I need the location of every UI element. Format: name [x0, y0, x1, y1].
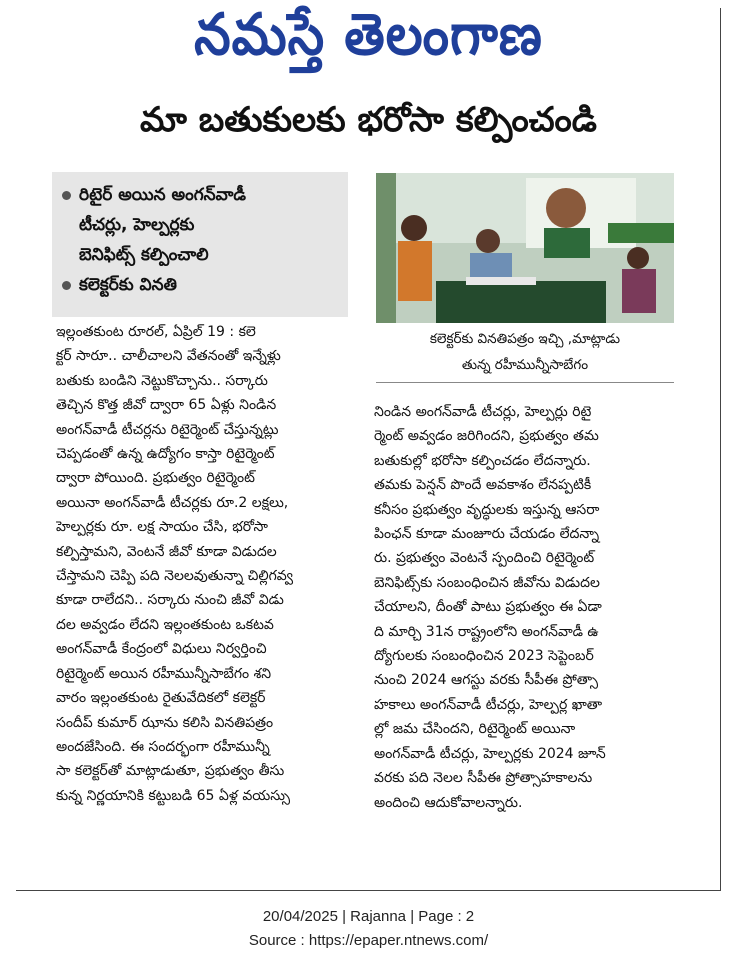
- highlight-line: కలెక్టర్‌కు వినతి: [79, 275, 177, 295]
- text-line: ద్వారా పోయింది. ప్రభుత్వం రిటైర్మెంట్: [56, 470, 255, 487]
- masthead: [0, 0, 737, 84]
- text-line: ఇల్లంతకుంట రూరల్, ఏప్రిల్ 19 : కలె: [56, 324, 256, 340]
- text-line: బెనిఫిట్స్‌కు సంబంధించిన జీవోను విడుదల: [374, 574, 600, 591]
- text-line: తమకు పెన్షన్ పొందే అవకాశం లేనప్పటికీ: [374, 477, 592, 494]
- text-line: చెప్పడంతో ఉన్న ఉద్యోగం కాస్తా రిటైర్మెంట్: [56, 446, 275, 463]
- text-line: అందించి ఆదుకోవాలన్నారు.: [374, 794, 523, 811]
- highlight-line: టీచర్లు, హెల్పర్లకు: [79, 215, 195, 235]
- news-photo: [376, 173, 674, 323]
- footer-source-link[interactable]: Source : https://epaper.ntnews.com/: [248, 932, 489, 949]
- text-line: అందజేసింది. ఈ సందర్భంగా రహీమున్నీ: [56, 738, 270, 755]
- caption-line: కలెక్టర్‌కు వినతిపత్రం ఇచ్చి ,మాట్లాడు: [429, 331, 621, 347]
- text-line: అయినా అంగన్‌వాడీ టీచర్లకు రూ.2 లక్షలు,: [56, 494, 289, 511]
- caption-line: తున్న రహీమున్నీసాబేగం: [461, 357, 589, 373]
- text-line: పింఛన్ కూడా మంజూరు చేయడం లేదన్నా: [374, 526, 600, 543]
- footer-date-line: 20/04/2025 | Rajanna | Page : 2: [262, 908, 475, 925]
- bullet-icon: [62, 191, 71, 200]
- highlight-line: రిటైర్ అయిన అంగన్‌వాడీ: [79, 185, 246, 205]
- highlight-item: [62, 180, 338, 270]
- text-line: తెచ్చిన కొత్త జీవో ద్వారా 65 ఏళ్లు నిండిన: [56, 397, 277, 414]
- text-line: ల్లో జమ చేసిందని, రిటైర్మెంట్ అయినా: [374, 721, 576, 738]
- text-line: వారం ఇల్లంతకుంట రైతువేదికలో కలెక్టర్: [56, 690, 266, 707]
- highlight-line: బెనిఫిట్స్ కల్పించాలి: [79, 245, 209, 265]
- article-column-right: [374, 400, 672, 815]
- article-column-left: [56, 320, 348, 808]
- text-line: హెల్పర్లకు రూ. లక్ష సాయం చేసి, భరోసా: [56, 519, 268, 536]
- text-line: క్టర్ సారూ.. చాలీచాలని వేతనంతో ఇన్నేళ్లు: [56, 348, 281, 365]
- text-line: అంగన్‌వాడీ టీచర్లను రిటైర్మెంట్ చేస్తున్నట్లు: [56, 421, 279, 438]
- text-line: అంగన్‌వాడీ కేంద్రంలో విధులు నిర్వర్తించి: [56, 641, 267, 658]
- text-line: కూడా రాలేదని.. సర్కారు నుంచి జీవో విడు: [56, 592, 284, 609]
- photo-illustration: [376, 173, 674, 323]
- headline: మా బతుకులకు భరోసా కల్పించండి: [140, 100, 597, 140]
- text-line: ద్యోగులకు సంబంధించిన 2023 సెప్టెంబర్: [374, 648, 594, 665]
- text-line: ర్మెంట్ అవ్వడం జరిగిందని, ప్రభుత్వం తమ: [374, 428, 599, 445]
- text-line: బతుకుల్లో భరోసా కల్పించడం లేదన్నారు.: [374, 452, 591, 469]
- text-line: అంగన్‌వాడీ టీచర్లు, హెల్పర్లకు 2024 జూన్: [374, 745, 606, 762]
- page-footer: [0, 905, 737, 953]
- text-line: సందీప్ కుమార్ ఝాను కలిసి వినతిపత్రం: [56, 714, 274, 731]
- text-line: చేయాలని, దీంతో పాటు ప్రభుత్వం ఈ ఏడా: [374, 599, 602, 616]
- text-line: వరకు పది నెలల సీపీఈ ప్రోత్సాహకాలను: [374, 770, 593, 787]
- text-line: రు. ప్రభుత్వం వెంటనే స్పందించి రిటైర్మెంట్: [374, 550, 595, 567]
- highlight-item: [62, 270, 338, 300]
- text-line: చేస్తామని చెప్పి పది నెలలవుతున్నా చిల్లిగవ్వ: [56, 568, 293, 585]
- highlights-box: [52, 172, 348, 317]
- photo-caption: [376, 326, 674, 383]
- text-line: సా కలెక్టర్‌తో మాట్లాడుతూ, ప్రభుత్వం తీసు: [56, 763, 285, 780]
- bullet-icon: [62, 281, 71, 290]
- masthead-title: నమస్తే తెలంగాణ: [194, 1, 543, 68]
- text-line: హకాలు అంగన్‌వాడీ టీచర్లు, హెల్పర్ల ఖాతా: [374, 696, 603, 713]
- text-line: దల అవ్వడం లేదని ఇల్లంతకుంట ఒకటవ: [56, 616, 274, 633]
- text-line: నిండిన అంగన్‌వాడీ టీచర్లు, హెల్పర్లు రిటై: [374, 404, 592, 420]
- text-line: కల్పిస్తామని, వెంటనే జీవో కూడా విడుదల: [56, 543, 277, 560]
- text-line: కున్న నిర్ణయానికి కట్టుబడి 65 ఏళ్ల వయస్సు: [56, 787, 291, 804]
- text-line: రిటైర్మెంట్ అయిన రహీమున్నీసాబేగం శని: [56, 665, 272, 682]
- text-line: బతుకు బండిని నెట్టుకొచ్చాను.. సర్కారు: [56, 372, 268, 389]
- text-line: నుంచి 2024 ఆగస్టు వరకు సీపీఈ ప్రోత్సా: [374, 672, 599, 689]
- text-line: ది మార్చి 31న రాష్ట్రంలోని అంగన్‌వాడీ ఉ: [374, 623, 599, 640]
- text-line: కనీసం ప్రభుత్వం వృద్ధులకు ఇస్తున్న ఆసరా: [374, 501, 600, 518]
